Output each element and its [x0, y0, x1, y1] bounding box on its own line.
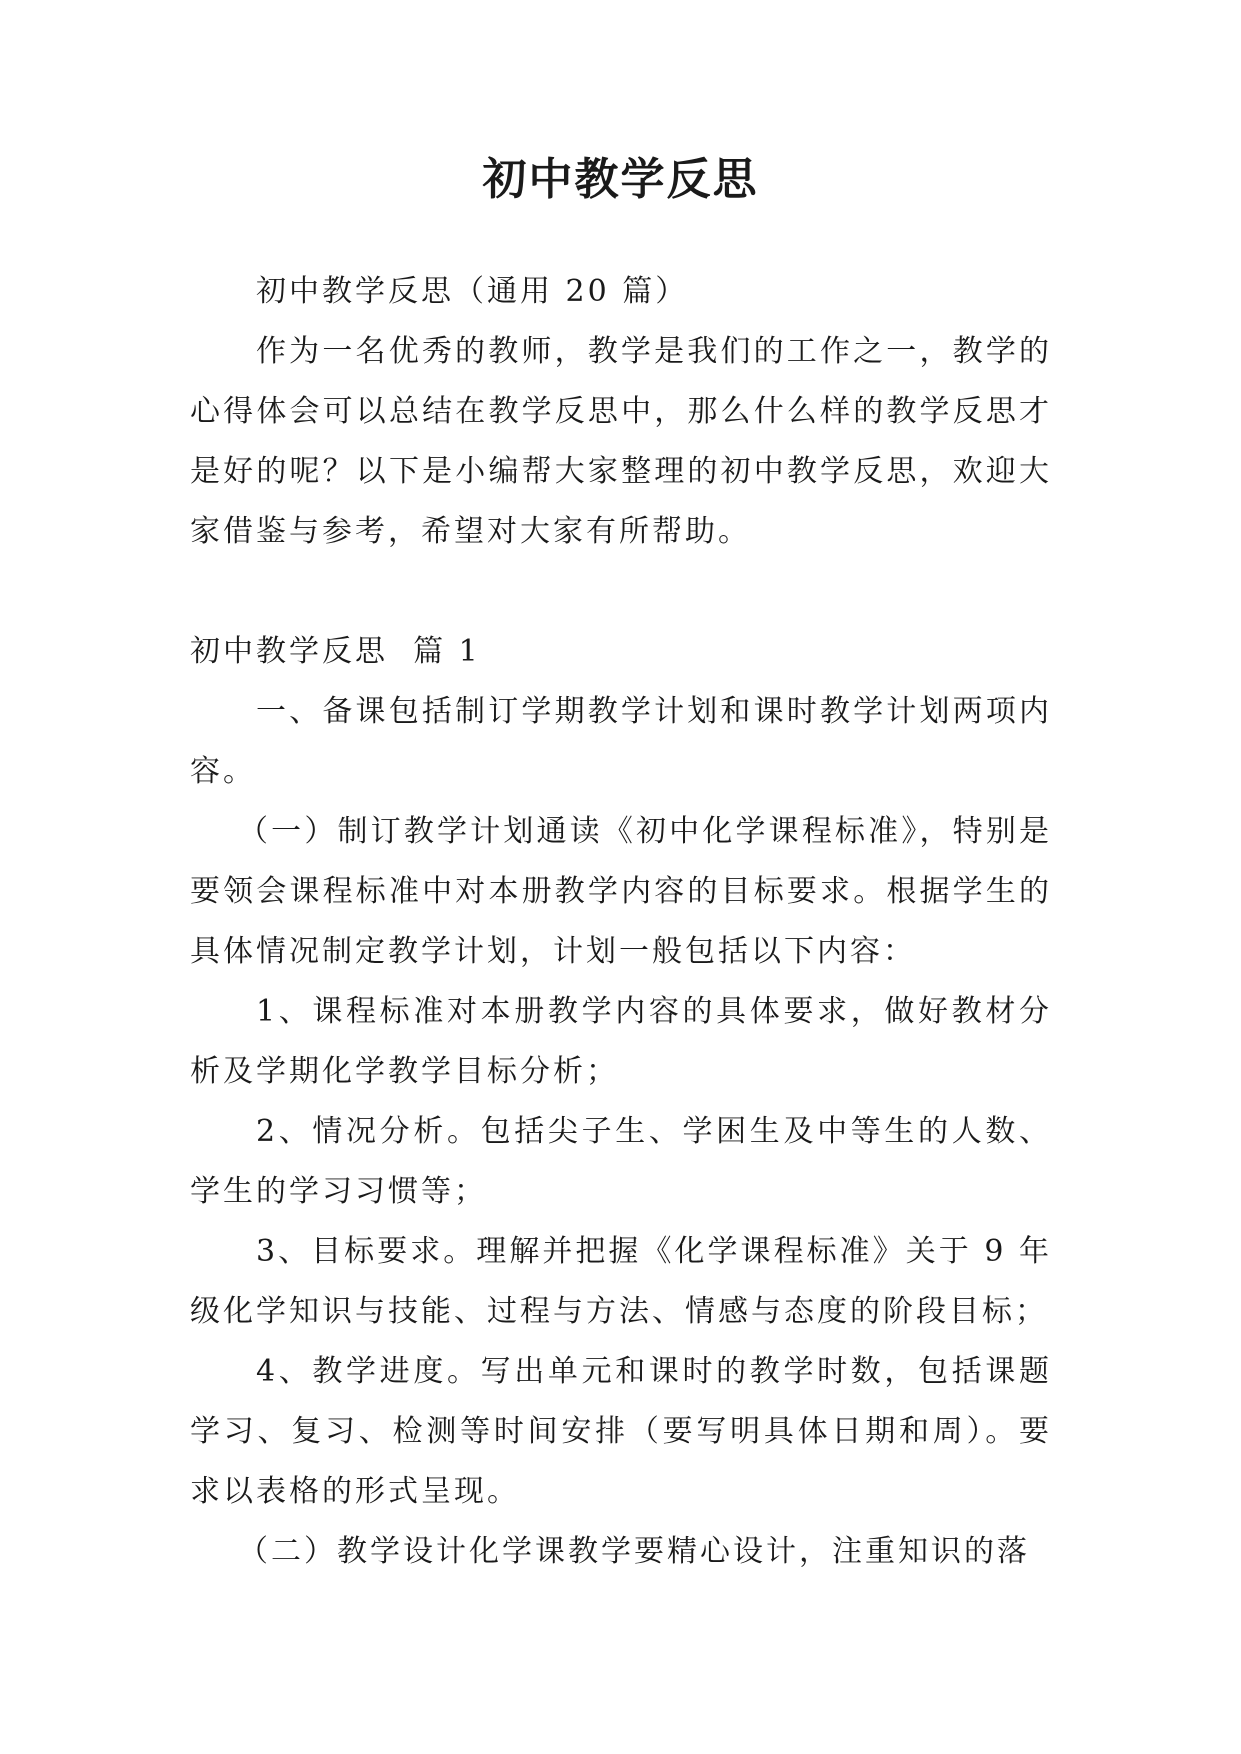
- document-body: [190, 262, 1052, 1582]
- section-spacer: [190, 562, 1052, 622]
- paragraph-7: （二）教学设计化学课教学要精心设计，注重知识的落: [238, 1534, 1030, 1569]
- intro-paragraph: 作为一名优秀的教师，教学是我们的工作之一，教学的心得体会可以总结在教学反思中，那么什么样的教学反思才是好的呢？以下是小编帮大家整理的初中教学反思，欢迎大家借鉴与参考，希望对大家有所帮助。: [190, 334, 1052, 549]
- paragraph-5: 3、目标要求。理解并把握《化学课程标准》关于 9 年级化学知识与技能、过程与方法、情感与态度的阶段目标；: [190, 1234, 1052, 1329]
- paragraph-1: 一、备课包括制订学期教学计划和课时教学计划两项内容。: [190, 694, 1052, 789]
- paragraph-2: （一）制订教学计划通读《初中化学课程标准》，特别是要领会课程标准中对本册教学内容的目标要求。根据学生的具体情况制定教学计划，计划一般包括以下内容：: [190, 814, 1052, 969]
- paragraph-3: 1、课程标准对本册教学内容的具体要求，做好教材分析及学期化学教学目标分析；: [190, 994, 1052, 1089]
- document-subtitle: 初中教学反思（通用 20 篇）: [256, 274, 689, 309]
- paragraph-4: 2、情况分析。包括尖子生、学困生及中等生的人数、学生的学习习惯等；: [190, 1114, 1052, 1209]
- document-title: 初中教学反思: [482, 154, 759, 205]
- section-heading: 初中教学反思 篇 1: [190, 634, 481, 669]
- paragraph-6: 4、教学进度。写出单元和课时的教学时数，包括课题学习、复习、检测等时间安排（要写明具体日期和周）。要求以表格的形式呈现。: [190, 1354, 1052, 1509]
